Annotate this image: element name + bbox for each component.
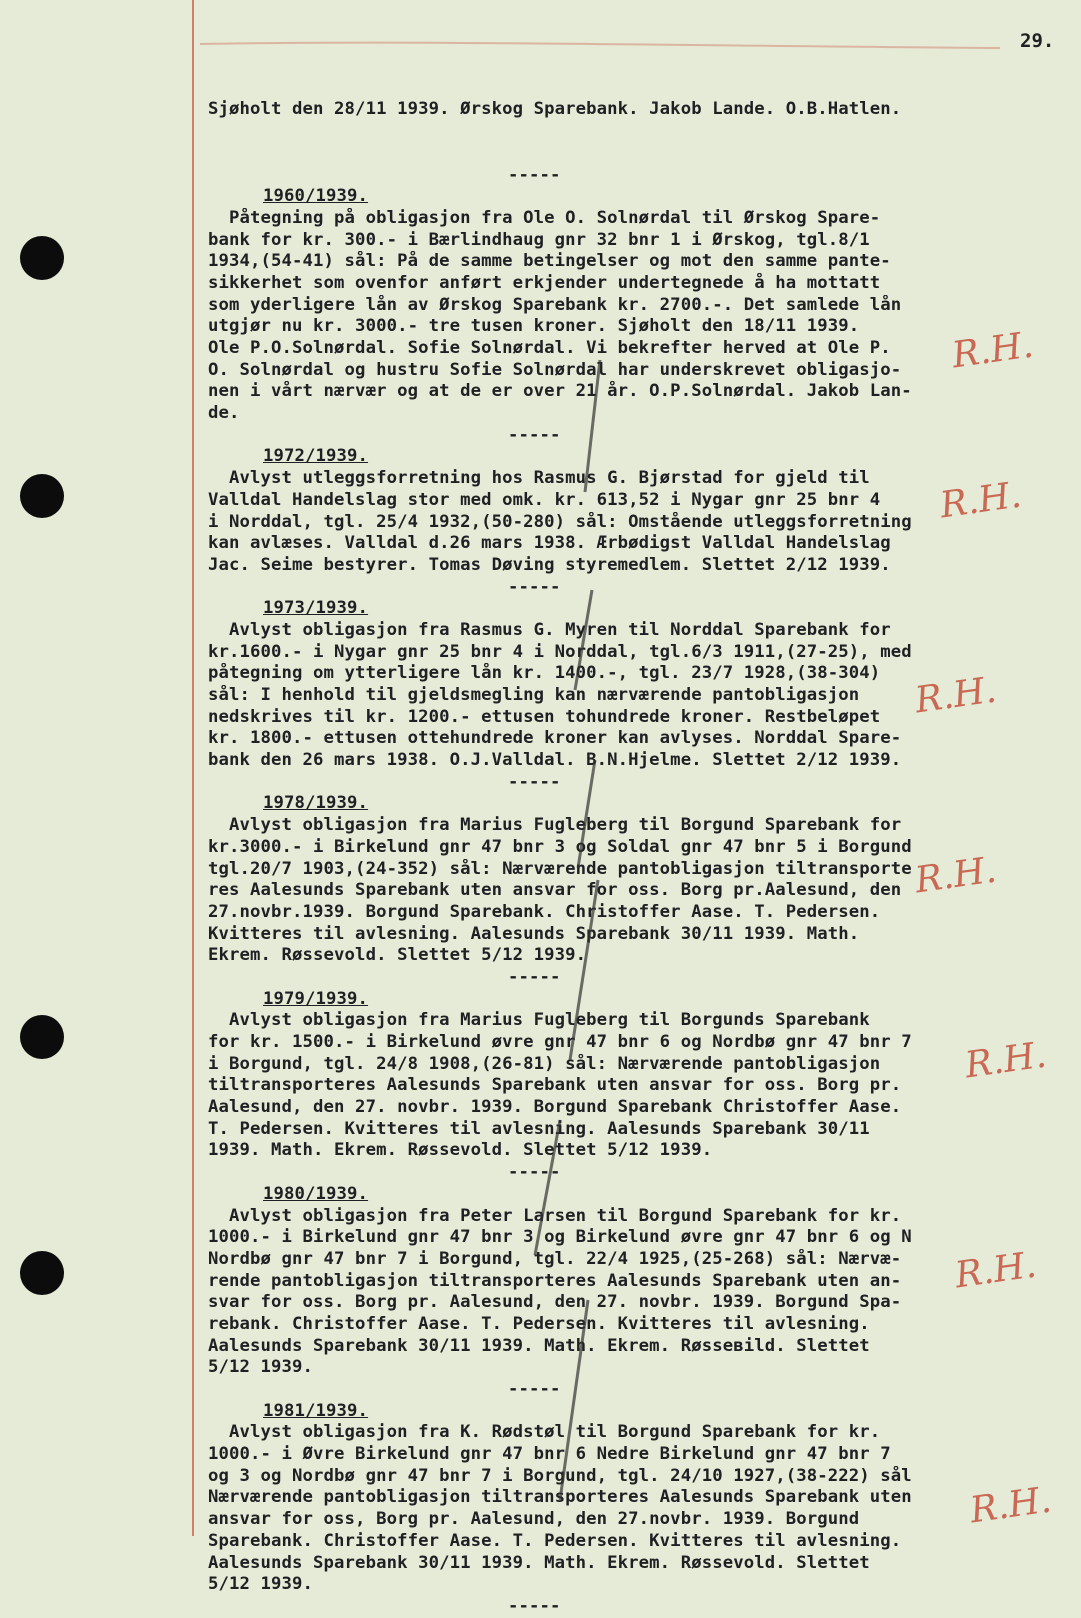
entry-text-line: 1939. Math. Ekrem. Røssevold. Slettet 5/12 1939. xyxy=(208,1140,713,1161)
entry-separator: ----- xyxy=(508,576,561,597)
entry-text-line: bank for kr. 300.- i Bærlindhaug gnr 32 bnr 1 i Ørskog, tgl.8/1 xyxy=(208,229,870,250)
entry-separator: ----- xyxy=(508,1595,561,1616)
entry-separator: ----- xyxy=(508,424,561,445)
entry-text-line: Aalesund, den 27. novbr. 1939. Borgund Sparebank Christoffer Aase. xyxy=(208,1097,902,1118)
entry-number: 1978/1939. xyxy=(263,793,369,814)
entry-text-line: og 3 og Nordbø gnr 47 bnr 7 i Borgund, tgl. 24/10 1927,(38-222) sål xyxy=(208,1465,912,1486)
entry-text-line: tiltransporteres Aalesunds Sparebank uten ansvar for oss. Borg pr. xyxy=(208,1075,902,1096)
entry-number: 1960/1939. xyxy=(263,186,369,207)
entry-separator: ----- xyxy=(508,1379,561,1399)
entry-number: 1980/1939. xyxy=(263,1183,369,1204)
entry-number: 1981/1939. xyxy=(263,1400,369,1421)
entry-text-line: Avlyst obligasjon fra Marius Fugleberg til Borgunds Sparebank xyxy=(208,1010,870,1031)
entry-text-line: Ole P.O.Solnørdal. Sofie Solnørdal. Vi bekrefter herved at Ole P. xyxy=(208,338,891,358)
entry-text-line: svar for oss. Borg pr. Aalesund, den 27. novbr. 1939. Borgund Spa- xyxy=(208,1292,902,1313)
entry-text-line: i Borgund, tgl. 24/8 1908,(26-81) sål: Nærværende pantobligasjon xyxy=(208,1053,881,1074)
entry-text-line: Nordbø gnr 47 bnr 7 i Borgund, tgl. 22/4 1925,(25-268) sål: Nærvæ- xyxy=(208,1248,902,1269)
entry-text-line: nen i vårt nærvær og at de er over 21 år. O.P.Solnørdal. Jakob Lan- xyxy=(208,381,912,402)
entry-text-line: nedskrives til kr. 1200.- ettusen tohundrede kroner. Restbeløpet xyxy=(208,706,881,727)
entry-text-line: Kvitteres til avlesning. Aalesunds Sparebank 30/11 1939. Math. xyxy=(208,923,860,944)
entry-separator: ----- xyxy=(508,966,561,987)
entry-separator: ----- xyxy=(508,164,561,185)
entry-text-line: kr.3000.- i Birkelund gnr 47 bnr 3 og Soldal gnr 47 bnr 5 i Borgund xyxy=(208,836,912,857)
entry-number: 1979/1939. xyxy=(263,988,369,1009)
red-initials: R.H. xyxy=(912,849,999,902)
entry-text-line: kr. 1800.- ettusen ottehundrede kroner kan avlyses. Norddal Spare- xyxy=(208,728,902,749)
red-initials: R.H. xyxy=(937,474,1024,527)
entry-text-line: Avlyst obligasjon fra Marius Fugleberg til Borgund Sparebank for xyxy=(208,815,902,836)
entry-text-line: 27.novbr.1939. Borgund Sparebank. Christoffer Aase. T. Pedersen. xyxy=(208,901,881,922)
header-line: Sjøholt den 28/11 1939. Ørskog Sparebank. Jakob Lande. O.B.Hatlen. xyxy=(208,99,902,120)
entry-text-line: 1000.- i Birkelund gnr 47 bnr 3 og Birkelund øvre gnr 47 bnr 6 og N xyxy=(208,1227,912,1248)
entry-separator: ----- xyxy=(508,771,561,792)
red-initials: R.H. xyxy=(912,669,999,722)
entry-text-line: res Aalesunds Sparebank uten ansvar for oss. Borg pr.Aalesund, den xyxy=(208,880,902,901)
entry-text-line: 1000.- i Øvre Birkelund gnr 47 bnr 6 Nedre Birkelund gnr 47 bnr 7 xyxy=(208,1444,891,1465)
page-number: 29. xyxy=(1020,30,1055,52)
entry-text-line: Nærværende pantobligasjon tiltransporteres Aalesunds Sparebank uten xyxy=(208,1487,912,1508)
entry-text-line: Avlyst obligasjon fra Peter Larsen til Borgund Sparebank for kr. xyxy=(208,1205,902,1226)
entry-text-line: sål: I henhold til gjeldsmegling kan nærværende pantobligasjon xyxy=(208,685,860,705)
entry-text-line: 1934,(54-41) sål: På de samme betingelser og mot den samme pante- xyxy=(208,251,891,272)
entry-text-line: tgl.20/7 1903,(24-352) sål: Nærværende pantobligasjon tiltransporte xyxy=(208,858,912,879)
entry-text-line: som yderligere lån av Ørskog Sparebank kr. 2700.-. Det samlede lån xyxy=(208,294,902,315)
entry-text-line: kan avlæses. Valldal d.26 mars 1938. Ærbødigst Valldal Handelslag xyxy=(208,533,891,554)
entry-number: 1973/1939. xyxy=(263,598,369,619)
red-initials: R.H. xyxy=(967,1479,1054,1532)
entry-text-line: Avlyst obligasjon fra Rasmus G. Myren til Norddal Sparebank for xyxy=(208,619,891,640)
entry-text-line: rende pantobligasjon tiltransporteres Aalesunds Sparebank uten an- xyxy=(208,1270,902,1291)
entry-text-line: ansvar for oss, Borg pr. Aalesund, den 27.novbr. 1939. Borgund xyxy=(208,1509,860,1530)
entry-text-line: Aalesunds Sparebank 30/11 1939. Math. Ekrem. Røsseвild. Slettet xyxy=(208,1335,870,1356)
entry-text-line: Valldal Handelslag stor med omk. kr. 613,52 i Nygar gnr 25 bnr 4 xyxy=(208,489,881,510)
entry-text-line: påtegning om ytterligere lån kr. 1400.-, tgl. 23/7 1928,(38-304) xyxy=(208,663,881,684)
entry-text-line: i Norddal, tgl. 25/4 1932,(50-280) sål: Omstående utleggsforretning xyxy=(208,511,912,532)
entry-text-line: Avlyst obligasjon fra K. Rødstøl til Borgund Sparebank for kr. xyxy=(208,1422,881,1443)
entry-text-line: for kr. 1500.- i Birkelund øvre gnr 47 bnr 6 og Nordbø gnr 47 bnr 7 xyxy=(208,1032,912,1052)
entry-text-line: Aalesunds Sparebank 30/11 1939. Math. Ekrem. Røssevold. Slettet xyxy=(208,1552,870,1573)
entry-separator: ----- xyxy=(508,1162,561,1183)
red-initials: R.H. xyxy=(952,1244,1039,1297)
entry-text-line: T. Pedersen. Kvitteres til avlesning. Aalesunds Sparebank 30/11 xyxy=(208,1118,870,1139)
entry-text-line: 5/12 1939. xyxy=(208,1357,314,1378)
entry-text-line: 5/12 1939. xyxy=(208,1574,314,1595)
entry-text-line: O. Solnørdal og hustru Sofie Solnørdal har underskrevet obligasjo- xyxy=(208,359,902,380)
entry-text-line: rebank. Christoffer Aase. T. Pedersen. Kvitteres til avlesning. xyxy=(208,1313,870,1334)
entry-text-line: Ekrem. Røssevold. Slettet 5/12 1939. xyxy=(208,945,587,966)
entry-text-line: Jac. Seime bestyrer. Tomas Døving styremedlem. Slettet 2/12 1939. xyxy=(208,554,891,575)
entry-text-line: Sparebank. Christoffer Aase. T. Pedersen. Kvitteres til avlesning. xyxy=(208,1530,902,1551)
entry-text-line: Påtegning på obligasjon fra Ole O. Solnørdal til Ørskog Spare- xyxy=(208,207,881,228)
red-initials: R.H. xyxy=(962,1034,1049,1087)
red-initials: R.H. xyxy=(949,324,1036,377)
entry-text-line: sikkerhet som ovenfor anført erkjender undertegnede å ha mottatt xyxy=(208,272,881,293)
entry-text-line: de. xyxy=(208,403,240,424)
entry-text-line: Avlyst utleggsforretning hos Rasmus G. Bjørstad for gjeld til xyxy=(208,468,870,489)
entry-number: 1972/1939. xyxy=(263,446,369,467)
entry-text-line: utgjør nu kr. 3000.- tre tusen kroner. Sjøholt den 18/11 1939. xyxy=(208,316,860,337)
entry-text-line: bank den 26 mars 1938. O.J.Valldal. B.N.Hjelme. Slettet 2/12 1939. xyxy=(208,750,902,771)
entry-text-line: kr.1600.- i Nygar gnr 25 bnr 4 i Norddal, tgl.6/3 1911,(27-25), med xyxy=(208,641,912,662)
